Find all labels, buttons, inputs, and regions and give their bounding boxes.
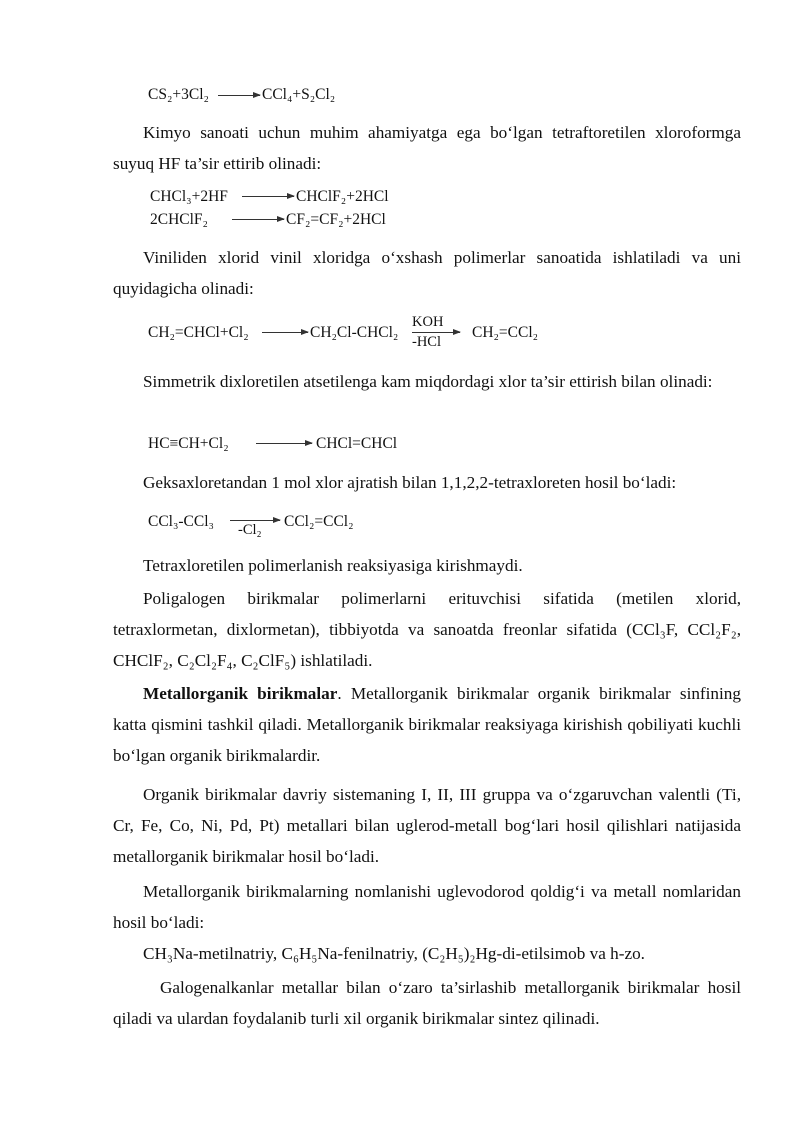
eq2-reactants: CHCl₃+2HF <box>150 188 228 205</box>
eq5-reactants: HC≡CH+Cl₂ <box>148 435 229 452</box>
eq6-byproduct-cl2: -Cl₂ <box>238 522 262 538</box>
section-heading-organometallic: Metallorganik birikmalar <box>143 684 338 703</box>
eq2-products: CHClF₂+2HCl <box>296 188 389 205</box>
eq1-arrow <box>218 95 260 96</box>
eq3-products: CF₂=CF₂+2HCl <box>286 211 386 228</box>
paragraph-organometallic-formation: Organik birikmalar davriy sistemaning I, II, III gruppa va o‘zgaruvchan valentli (Ti, Cr, Fe, Co, Ni, Pd, Pt) metallari bilan uglerod-metall bog‘lari hosil qilishlari natijasida metallorganik birikmalar hosil bo‘ladi. <box>113 785 741 866</box>
paragraph-haloalkanes: Galogenalkanlar metallar bilan o‘zaro ta’sirlashib metallorganik birikmalar hosil qiladi va ulardan foydalanib turli xil organik birikmalar sintez qilinadi. <box>113 978 741 1028</box>
eq5-products: CHCl=CHCl <box>316 435 398 452</box>
eq4-intermediate: CH₂Cl-CHCl₂ <box>310 324 399 341</box>
eq4-arrow-2 <box>412 332 460 333</box>
paragraph-vinylidene-chloride: Viniliden xlorid vinil xloridga o‘xshash polimerlar sanoatida ishlatiladi va uni quyidagicha olinadi: <box>113 248 741 298</box>
paragraph-organometallic-naming: Metallorganik birikmalarning nomlanishi uglevodorod qoldig‘i va metall nomlaridan hosil bo‘ladi: <box>113 882 741 932</box>
eq3-arrow <box>232 219 284 220</box>
eq1-products: CCl₄+S₂Cl₂ <box>262 86 336 103</box>
paragraph-organometallic-examples: CH₃Na-metilnatriy, C₆H₅Na-fenilnatriy, (C₂H₅)₂Hg-di-etilsimob va h-zo. <box>143 944 645 963</box>
eq6-reactants: CCl₃-CCl₃ <box>148 513 214 530</box>
eq4-byproduct-hcl: -HCl <box>412 334 441 350</box>
eq6-arrow <box>230 520 280 521</box>
paragraph-polyhalogen-uses: Poligalogen birikmalar polimerlarni erituvchisi sifatida (metilen xlorid, tetraxlormetan, dixlormetan), tibbiyotda va sanoatda freonlar sifatida (CCl₃F, CCl₂F₂, CHClF₂, C₂Cl₂F₄, C₂ClF₅) ishlatiladi. <box>113 589 741 670</box>
eq4-products: CH₂=CCl₂ <box>472 324 539 341</box>
paragraph-tetrachloroethene: Geksaxloretandan 1 mol xlor ajratish bilan 1,1,2,2-tetraxloreten hosil bo‘ladi: <box>143 473 677 492</box>
paragraph-no-polymerization: Tetraxloretilen polimerlanish reaksiyasiga kirishmaydi. <box>143 556 523 575</box>
eq6-products: CCl₂=CCl₂ <box>284 513 354 530</box>
paragraph-dichloroethylene: Simmetrik dixloretilen atsetilenga kam miqdordagi xlor ta’sir ettirish bilan olinadi: <box>143 372 713 391</box>
eq3-reactants: 2CHClF₂ <box>150 211 208 228</box>
eq4-arrow-1 <box>262 332 308 333</box>
eq4-reactants: CH₂=CHCl+Cl₂ <box>148 324 249 341</box>
paragraph-organometallic-intro <box>113 678 741 771</box>
organometallic-intro-text: . Metallorganik birikmalar organik birikmalar sinfining katta qismini tashkil qiladi. Metallorganik birikmalar reaksiyaga kirishish qobiliyati kuchli bo‘lgan organik birikmalardir. <box>113 684 741 765</box>
eq1-reactants: CS₂+3Cl₂ <box>148 86 209 103</box>
eq2-arrow <box>242 196 294 197</box>
eq5-arrow <box>256 443 312 444</box>
paragraph-tetrafluoroethylene: Kimyo sanoati uchun muhim ahamiyatga ega bo‘lgan tetraftoretilen xloroformga suyuq HF ta’sir ettirib olinadi: <box>113 123 741 173</box>
eq4-reagent-koh: KOH <box>412 314 444 330</box>
